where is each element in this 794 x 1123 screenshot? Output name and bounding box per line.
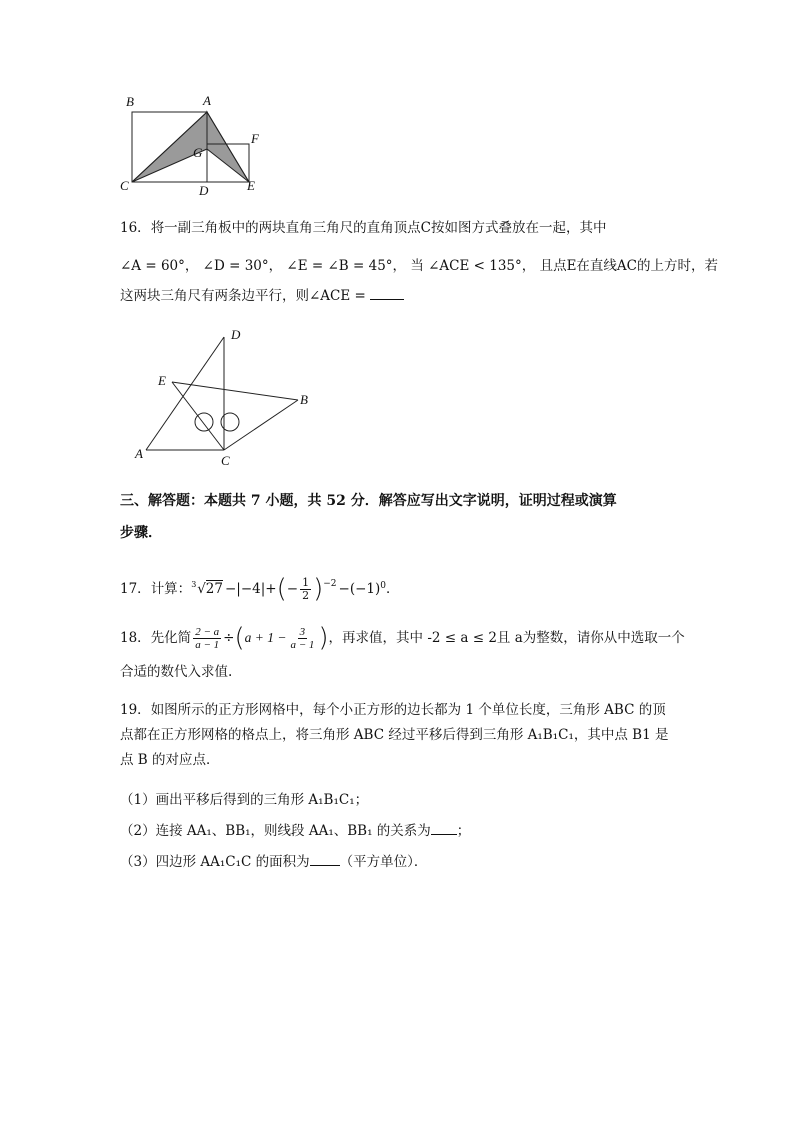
question-16-line-1 [120, 218, 607, 238]
right-paren: ) [313, 574, 324, 604]
radical-index: 3 [191, 580, 197, 589]
question-17 [120, 572, 400, 606]
answer-blank [431, 822, 457, 835]
cube-root: 3 √27 [197, 579, 223, 599]
fig15-label-d: D [199, 183, 209, 198]
question-16-text-3: 这两块三角尺有两条边平行，则∠ACE = [120, 288, 366, 304]
answer-blank [310, 853, 340, 866]
fraction-2-denominator: a − 1 [290, 638, 315, 651]
left-paren: ( [276, 574, 287, 604]
fraction-numerator: 1 [302, 575, 310, 589]
figure-triangle-rulers [130, 325, 315, 470]
question-19-sub-3 [120, 852, 427, 872]
question-18-prefix: 先化简 [150, 630, 192, 646]
question-17-prefix: 计算： [150, 581, 192, 597]
segment-ec [172, 382, 224, 450]
abs-term: −|−4|+ [224, 581, 277, 597]
question-19-sub-1: （1）画出平移后得到的三角形 A₁B₁C₁； [120, 792, 369, 808]
divide-sign: ÷ [223, 630, 235, 646]
segment-ad [146, 337, 224, 450]
question-16-line-2: ∠A = 60°， ∠D = 30°， ∠E = ∠B = 45°， 当 ∠ACE < 135°， 且点E在直线AC的上方时，若 [120, 258, 719, 274]
segment-bc [224, 400, 298, 450]
exponent: −2 [323, 579, 337, 589]
fraction-1 [193, 626, 221, 651]
fig15-label-c: C [120, 178, 129, 193]
fraction-denominator: 2 [302, 588, 310, 602]
question-19-line-1 [120, 700, 666, 720]
minus-sign: − [286, 581, 299, 597]
fig15-label-g: G [193, 145, 203, 160]
fraction-2-numerator: 3 [299, 625, 306, 638]
question-19-number: 19． [120, 702, 151, 718]
question-16-text-1: 将一副三角板中的两块直角三角尺的直角顶点C按如图方式叠放在一起，其中 [150, 220, 607, 236]
question-19-line-3: 点 B 的对应点． [120, 752, 220, 768]
question-17-number: 17． [120, 581, 151, 597]
radicand: 27 [205, 581, 223, 597]
question-19-sub-2-end: ； [456, 823, 471, 839]
middle-expression: a + 1 − [244, 630, 287, 645]
answer-blank [370, 287, 404, 300]
question-16-line-3 [120, 286, 404, 306]
fig16-label-b: B [300, 392, 308, 407]
question-19-sub-2-text: （2）连接 AA₁、BB₁，则线段 AA₁、BB₁ 的关系为 [120, 823, 431, 839]
fig16-label-e: E [158, 373, 166, 388]
fig15-label-f: F [251, 131, 259, 146]
fig16-label-c: C [221, 453, 230, 468]
section-3-heading-line-1: 三、解答题：本题共 7 小题，共 52 分．解答应写出文字说明，证明过程或演算 [120, 493, 617, 509]
right-paren: ) [318, 623, 329, 653]
fig16-label-d: D [231, 327, 241, 342]
question-19-sub-3-text: （3）四边形 AA₁C₁C 的面积为 [120, 854, 310, 870]
question-19-sub-2 [120, 821, 470, 841]
fraction-1-denominator: a − 1 [195, 638, 220, 651]
fig15-label-b: B [126, 94, 134, 109]
question-19-text-1: 如图所示的正方形网格中，每个小正方形的边长都为 1 个单位长度，三角形 ABC 的顶 [150, 702, 666, 718]
segment-eb [172, 382, 298, 400]
fraction-2 [288, 626, 316, 651]
question-19-sub-3-end: （平方单位）． [339, 854, 428, 870]
fig15-label-e: E [247, 178, 255, 193]
question-18-line-1 [120, 621, 685, 655]
question-18-after: ，再求值，其中 -2 ≤ a ≤ 2且 a为整数，请你从中选取一个 [328, 630, 685, 646]
fig15-label-a: A [203, 93, 211, 108]
left-paren: ( [234, 623, 245, 653]
fraction-half [300, 577, 311, 602]
right-angle-mark-left [195, 413, 213, 431]
question-18-line-2: 合适的数代入求值. [120, 664, 233, 680]
fig16-label-a: A [135, 446, 143, 461]
tail-exponent: 0 [380, 581, 386, 591]
tail-term: −(−1) [338, 581, 381, 597]
section-3-heading-line-2: 步骤． [120, 525, 162, 541]
question-18-number: 18． [120, 630, 151, 646]
question-19-line-2: 点都在正方形网格的格点上，将三角形 ABC 经过平移后得到三角形 A₁B₁C₁，其中点 B1 是 [120, 727, 669, 743]
question-17-end: ． [386, 581, 400, 597]
fraction-1-numerator: 2 − a [195, 625, 220, 638]
question-16-number: 16． [120, 220, 151, 236]
